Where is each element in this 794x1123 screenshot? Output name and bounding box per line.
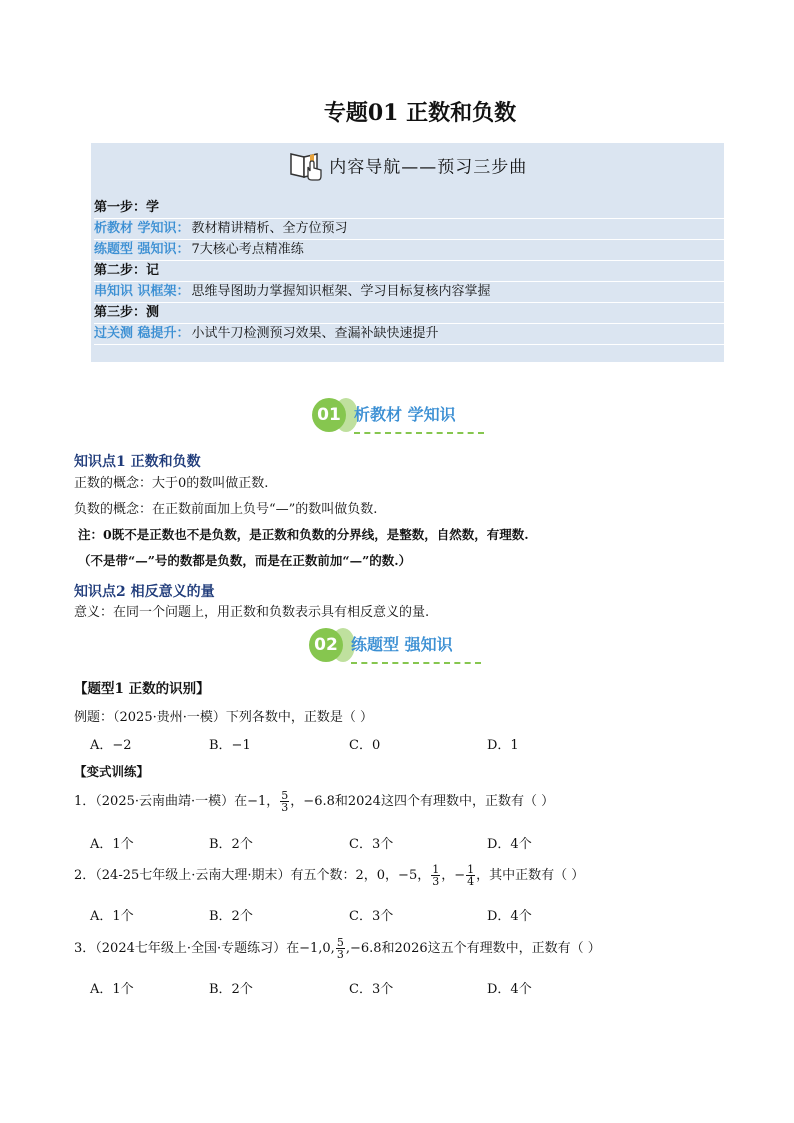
nav-row-step2: 第二步：记 — [94, 261, 724, 282]
nav-row-study: 析教材 学知识： 教材精讲精析、全方位预习 — [94, 219, 724, 240]
nav-row-step3: 第三步：测 — [94, 303, 724, 324]
fraction-five-thirds: $\frac{5}{3}$ — [281, 789, 289, 814]
q2-option-d: D．4个 — [487, 909, 532, 924]
q3-option-a: A．1个 — [90, 982, 134, 997]
section-header-2 — [309, 628, 481, 664]
note-zero: 注：0既不是正数也不是负数，是正数和负数的分界线，是整数，自然数，有理数. — [78, 527, 529, 542]
fraction-one-third: $\frac{1}{3}$ — [432, 863, 440, 888]
nav-row-test: 过关测 稳提升： 小试牛刀检测预习效果、查漏补缺快速提升 — [94, 324, 724, 345]
question-2: 2．（24-25七年级上·云南大理·期末）有五个数：2，0，−5， $\frac{1}{3}$ ，− $\frac{1}{4}$ ，其中正数有（ ） — [74, 863, 585, 888]
example-question: 例题：（2025·贵州·一模）下列各数中，正数是（ ） — [74, 710, 373, 725]
section-header-1 — [312, 398, 484, 434]
example-option-d: D．1 — [487, 738, 519, 753]
opposite-meaning-definition: 意义：在同一个问题上，用正数和负数表示具有相反意义的量. — [74, 605, 430, 620]
positive-definition: 正数的概念：大于0的数叫做正数. — [74, 476, 269, 491]
nav-heading-text: 内容导航——预习三步曲 — [329, 157, 528, 178]
question-3: 3．（2024七年级上·全国·专题练习）在−1,0, $\frac{5}{3}$ ,−6.8和2026这五个有理数中，正数有（ ） — [74, 936, 601, 961]
nav-heading — [91, 149, 724, 181]
question-type-1-title: 【题型1 正数的识别】 — [74, 681, 210, 697]
fraction-one-quarter: $\frac{1}{4}$ — [467, 863, 475, 888]
content-navigation-box — [91, 143, 724, 362]
nav-row-framework: 串知识 识框架： 思维导图助力掌握知识框架、学习目标复核内容掌握 — [94, 282, 724, 303]
section-underline — [351, 662, 481, 664]
page-title: 专题01 正数和负数 — [323, 100, 517, 126]
nav-row-practice: 练题型 强知识： 7大核心考点精准练 — [94, 240, 724, 261]
negative-definition: 负数的概念：在正数前面加上负号“—”的数叫做负数. — [74, 502, 378, 517]
book-pointer-icon — [288, 149, 324, 181]
note-minus-sign: （不是带“—”号的数都是负数，而是在正数前加“—”的数.） — [78, 553, 412, 568]
section-number-badge: 01 — [312, 398, 346, 432]
q3-option-b: B．2个 — [209, 982, 253, 997]
example-option-a: A．−2 — [90, 738, 132, 753]
q2-option-c: C．3个 — [349, 909, 394, 924]
q1-option-a: A．1个 — [90, 837, 134, 852]
q1-option-c: C．3个 — [349, 837, 394, 852]
knowledge-point-2-title: 知识点2 相反意义的量 — [74, 584, 215, 600]
example-option-c: C．0 — [349, 738, 381, 753]
practice-heading: 【变式训练】 — [74, 764, 150, 779]
section-number-badge: 02 — [309, 628, 343, 662]
q2-option-a: A．1个 — [90, 909, 134, 924]
q3-option-d: D．4个 — [487, 982, 532, 997]
q3-option-c: C．3个 — [349, 982, 394, 997]
nav-row-step1: 第一步：学 — [94, 198, 724, 219]
example-option-b: B．−1 — [209, 738, 251, 753]
q1-option-b: B．2个 — [209, 837, 253, 852]
section-label: 练题型 强知识 — [351, 635, 453, 654]
q1-option-d: D．4个 — [487, 837, 532, 852]
section-underline — [354, 432, 484, 434]
knowledge-point-1-title: 知识点1 正数和负数 — [74, 454, 201, 470]
q2-option-b: B．2个 — [209, 909, 253, 924]
section-label: 析教材 学知识 — [354, 405, 456, 424]
question-1: 1．（2025·云南曲靖·一模）在−1， $\frac{5}{3}$ ，−6.8和2024这四个有理数中，正数有（ ） — [74, 789, 555, 814]
fraction-five-thirds: $\frac{5}{3}$ — [336, 936, 344, 961]
